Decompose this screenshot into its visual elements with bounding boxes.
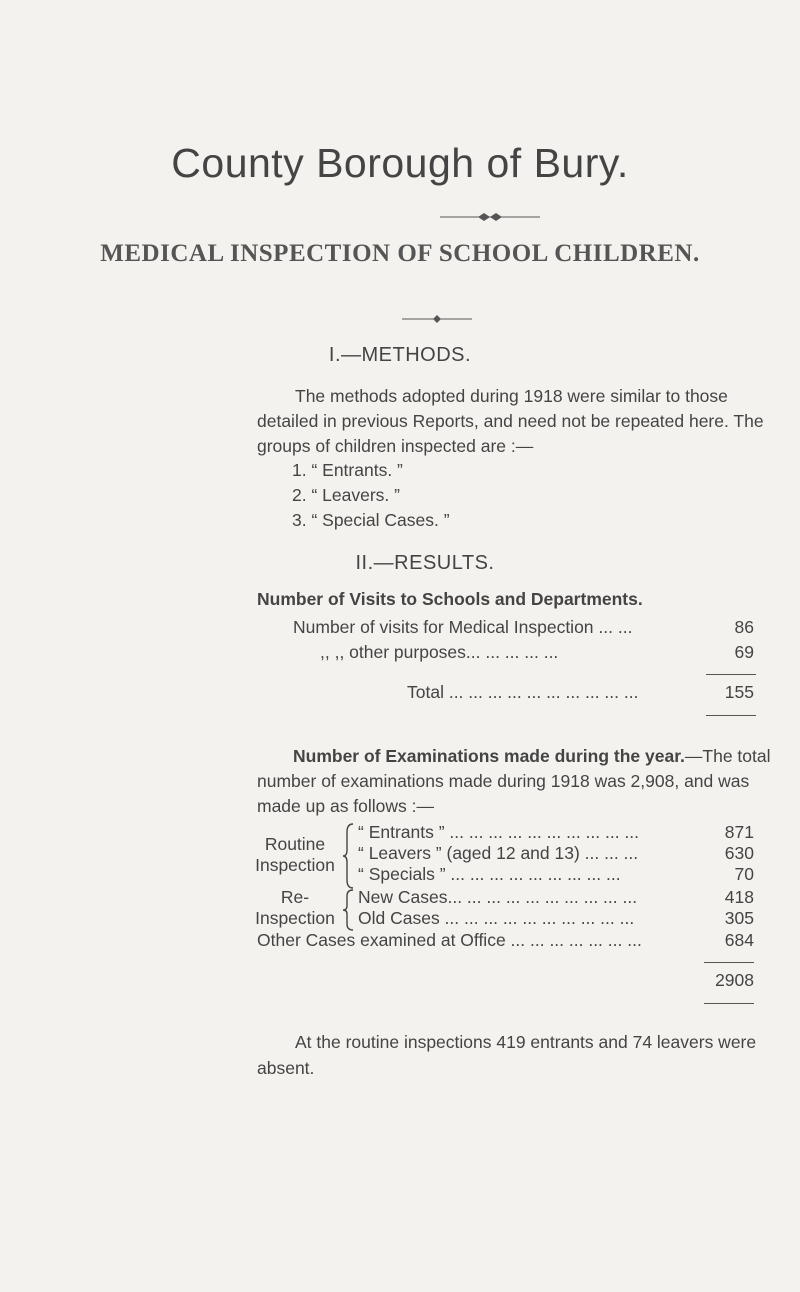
routine-label-2: Inspection <box>255 855 335 875</box>
visits-medical-label: Number of visits for Medical Inspection ... ... <box>293 617 633 637</box>
routine-label-1: Routine <box>264 834 326 854</box>
methods-line-2: detailed in previous Reports, and need not be repeated here. The <box>257 411 764 431</box>
routine-leavers-label: “ Leavers ” (aged 12 and 13) ... ... ... <box>358 843 639 863</box>
group-item-entrants: 1. “ Entrants. ” <box>292 460 403 480</box>
routine-specials-label: “ Specials ” ... ... ... ... ... ... ... ... ... <box>358 864 621 884</box>
page-title: County Borough of Bury. <box>171 140 629 186</box>
visits-other-value: 69 <box>734 642 754 662</box>
total-underline <box>706 715 756 716</box>
routine-specials-value: 70 <box>734 864 754 884</box>
exam-line-2: number of examinations made during 1918 was 2,908, and was <box>257 771 750 791</box>
absence-note-line-2: absent. <box>257 1058 315 1078</box>
visits-total-value: 155 <box>724 682 754 702</box>
new-cases-label: New Cases... ... ... ... ... ... ... ... ... ... <box>358 887 638 907</box>
visits-other-label: ,, ,, other purposes... ... ... ... ... <box>320 642 559 662</box>
visits-heading: Number of Visits to Schools and Departments. <box>257 589 643 609</box>
absence-note-line-1: At the routine inspections 419 entrants and 74 leavers were <box>295 1032 757 1052</box>
routine-leavers-value: 630 <box>724 843 754 863</box>
old-cases-label: Old Cases ... ... ... ... ... ... ... ... ... ... <box>358 908 635 928</box>
other-cases-label: Other Cases examined at Office ... ... ... ... ... ... ... <box>257 930 642 950</box>
exam-heading-rest: —The total <box>684 746 771 766</box>
diamond-divider <box>402 314 472 324</box>
reinspection-label-1: Re- <box>280 887 310 907</box>
exam-heading-line <box>293 746 771 767</box>
exam-total-rule <box>704 962 754 963</box>
document-subtitle: MEDICAL INSPECTION OF SCHOOL CHILDREN. <box>100 240 700 267</box>
reinspection-label <box>250 887 340 929</box>
ornament-divider <box>440 212 540 222</box>
routine-entrants-value: 871 <box>724 822 754 842</box>
routine-entrants-label: “ Entrants ” ... ... ... ... ... ... ... ... ... ... <box>358 822 640 842</box>
old-cases-value: 305 <box>724 908 754 928</box>
results-heading: II.—RESULTS. <box>355 552 495 574</box>
total-rule <box>706 674 756 675</box>
routine-inspection-label <box>250 834 340 876</box>
exam-total-value: 2908 <box>715 970 754 990</box>
visits-total-label: Total ... ... ... ... ... ... ... ... ... ... <box>407 682 639 702</box>
routine-brace <box>343 822 357 890</box>
methods-line-1: The methods adopted during 1918 were similar to those <box>295 386 728 406</box>
exam-heading: Number of Examinations made during the year. <box>293 746 685 766</box>
group-item-special-cases: 3. “ Special Cases. ” <box>292 510 450 530</box>
methods-line-3: groups of children inspected are :— <box>257 436 534 456</box>
new-cases-value: 418 <box>724 887 754 907</box>
visits-medical-value: 86 <box>734 617 754 637</box>
reinspection-brace <box>343 888 357 932</box>
reinspection-label-2: Inspection <box>255 908 335 928</box>
methods-heading: I.—METHODS. <box>328 344 472 366</box>
exam-total-underline <box>704 1003 754 1004</box>
exam-line-3: made up as follows :— <box>257 796 435 816</box>
other-cases-value: 684 <box>724 930 754 950</box>
group-item-leavers: 2. “ Leavers. ” <box>292 485 400 505</box>
